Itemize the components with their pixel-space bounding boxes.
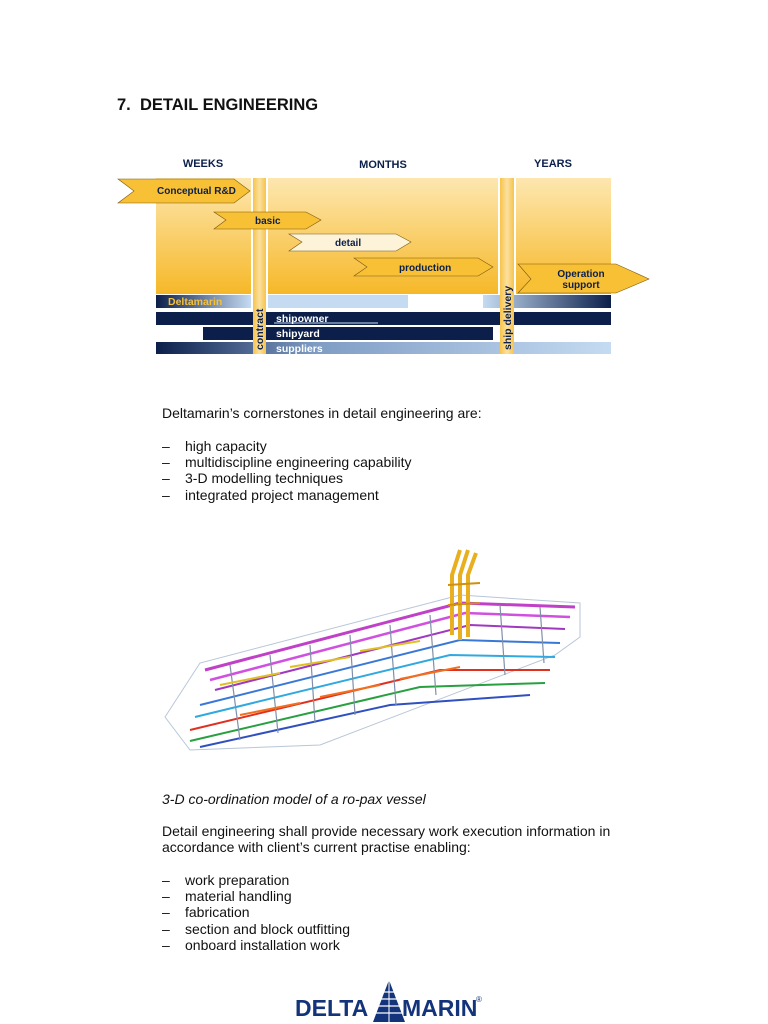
operation-label-line2: support xyxy=(562,280,600,291)
body-paragraph: Detail engineering shall provide necessary work execution information in accordance with client’s current practise enabling: xyxy=(162,823,611,855)
list-item xyxy=(162,937,350,953)
section-title: DETAIL ENGINEERING xyxy=(139,96,319,114)
list-item-text: multidiscipline engineering capability xyxy=(185,454,412,471)
dash-marker: – xyxy=(162,936,170,953)
list-item-text: work preparation xyxy=(185,872,290,888)
detail-label: detail xyxy=(335,238,362,249)
conceptual-rd-label: Conceptual R&D xyxy=(157,186,236,197)
list-item-text: integrated project management xyxy=(185,486,379,503)
list-item xyxy=(162,470,411,486)
contract-label: contract xyxy=(254,308,266,350)
dash-marker: – xyxy=(162,888,170,905)
list-item xyxy=(162,487,411,503)
dash-marker: – xyxy=(162,920,170,937)
logo-right-text: MARIN xyxy=(402,995,478,1021)
dash-marker: – xyxy=(162,904,170,921)
list-item-text: 3-D modelling techniques xyxy=(185,470,343,487)
dash-marker: – xyxy=(162,438,170,454)
deltamarin-bar-mid xyxy=(268,295,408,308)
list-item-text: fabrication xyxy=(185,904,250,921)
intro-text: Deltamarin’s cornerstones in detail engineering are: xyxy=(162,405,482,421)
list-item-text: onboard installation work xyxy=(185,936,340,953)
operation-label-line1: Operation xyxy=(557,269,605,280)
dash-marker: – xyxy=(162,872,170,888)
section-heading xyxy=(117,96,318,115)
list-item xyxy=(162,888,350,904)
list-item xyxy=(162,454,411,470)
basic-label: basic xyxy=(255,216,281,227)
list-item-text: high capacity xyxy=(185,438,267,454)
suppliers-label: suppliers xyxy=(276,343,323,355)
shipyard-label: shipyard xyxy=(276,328,320,340)
suppliers-bar xyxy=(156,342,611,354)
list-item xyxy=(162,438,411,454)
figure-caption: 3-D co-ordination model of a ro-pax vessel xyxy=(162,791,426,807)
ship-delivery-label: ship delivery xyxy=(502,285,514,350)
list-item-text: material handling xyxy=(185,888,292,905)
dash-marker: – xyxy=(162,486,170,503)
shipowner-label: shipowner xyxy=(276,313,329,325)
ship-3d-model-image xyxy=(160,545,585,773)
cornerstones-list xyxy=(162,438,411,503)
weeks-header: WEEKS xyxy=(182,158,224,170)
section-number: 7. xyxy=(117,96,131,114)
list-item xyxy=(162,904,350,920)
production-label: production xyxy=(399,263,452,274)
registered-mark: ® xyxy=(476,995,482,1004)
years-header: YEARS xyxy=(534,158,572,170)
logo-left-text: DELTA xyxy=(295,995,369,1021)
dash-marker: – xyxy=(162,454,170,471)
dash-marker: – xyxy=(162,470,170,487)
list-item-text: section and block outfitting xyxy=(185,920,350,937)
deltamarin-logo xyxy=(293,978,488,1024)
delta-triangle-icon xyxy=(373,980,405,1022)
engineering-timeline-diagram xyxy=(116,152,656,358)
deltamarin-label: Deltamarin xyxy=(168,296,223,308)
list-item xyxy=(162,872,350,888)
months-header: MONTHS xyxy=(359,159,407,171)
enabling-list xyxy=(162,872,350,953)
shipowner-bar xyxy=(156,312,611,325)
shipyard-bar xyxy=(203,327,493,340)
list-item xyxy=(162,921,350,937)
